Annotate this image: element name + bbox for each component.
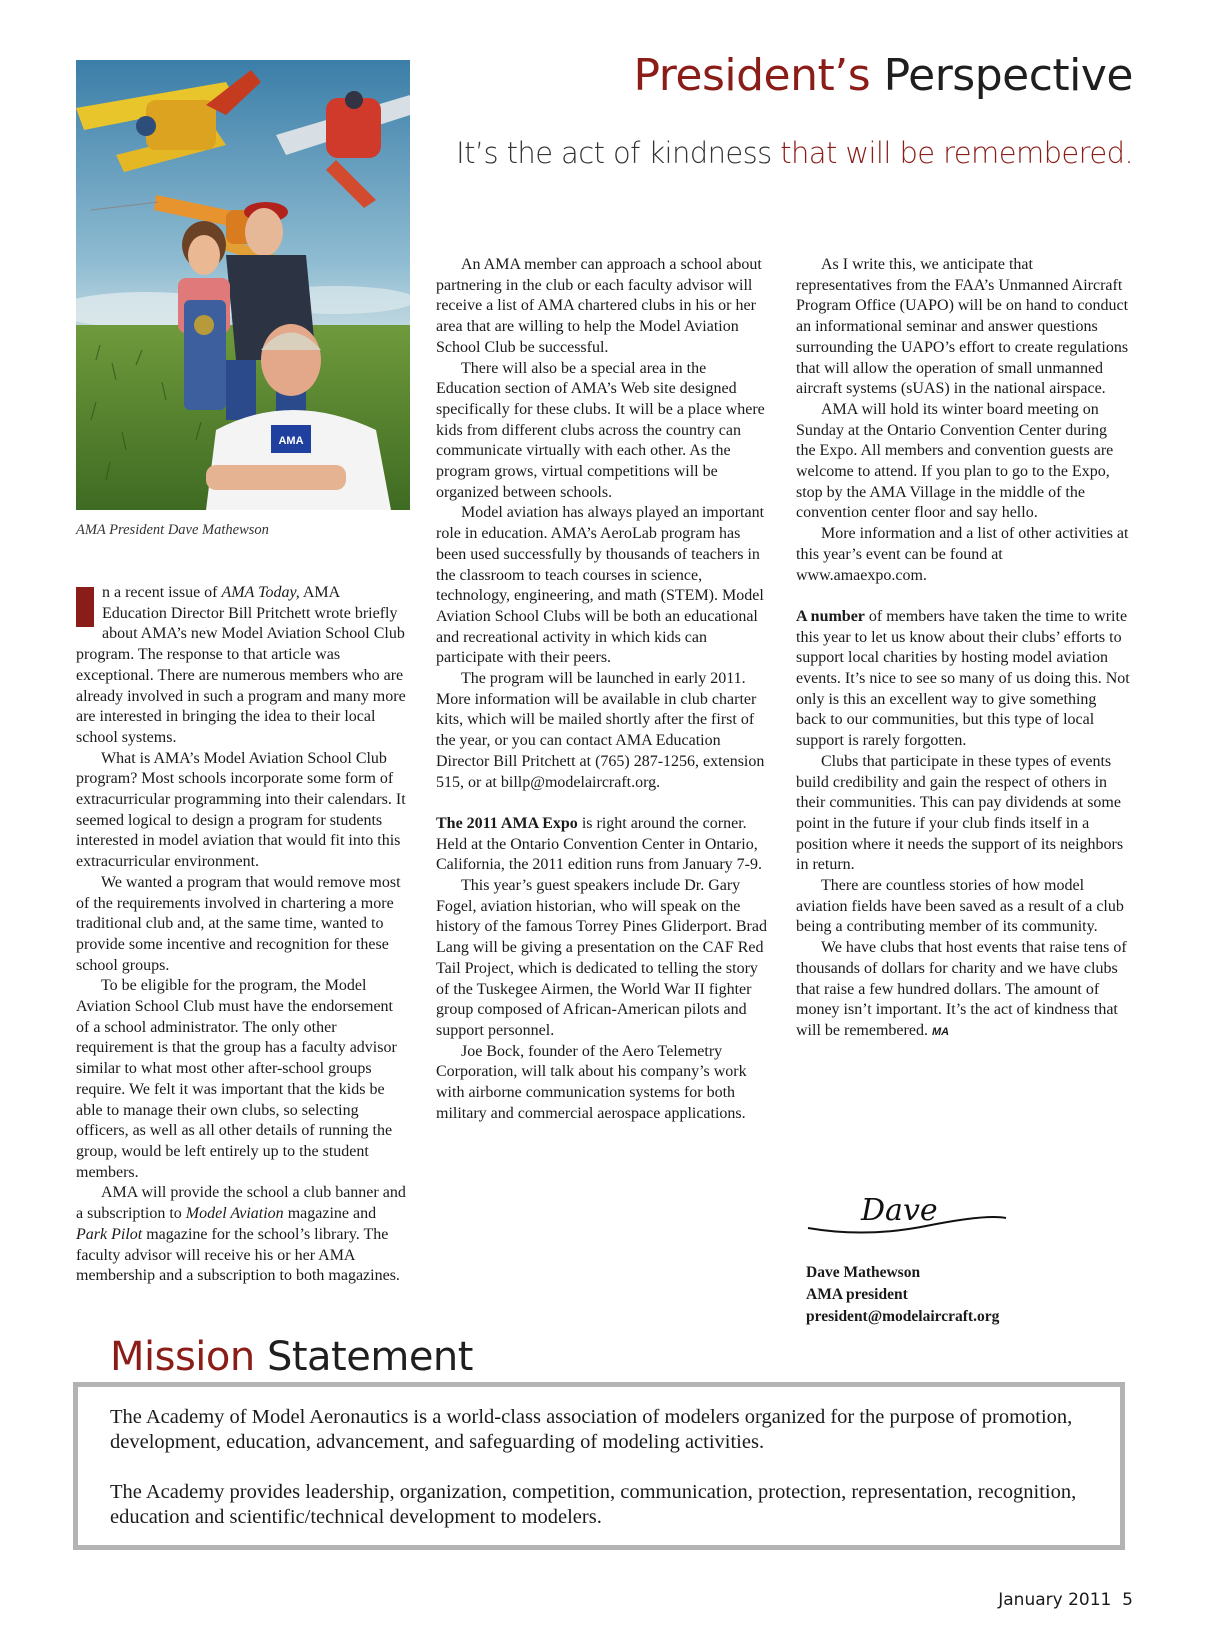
signature-role: AMA president [806, 1286, 908, 1303]
end-mark: MA [931, 1026, 950, 1038]
article-paragraph: There will also be a special area in the Education section of AMA’s Web site designed specifically for these clubs. It will be a place where kids from different clubs across the country can communicate virtually with each other. As the program grows, virtual competitions will be organized between schools. [436, 359, 765, 501]
article-paragraph: The program will be launched in early 2011. More information will be available in club charter kits, which will be mailed shortly after the first of the year, or you can contact AMA Education Director Bill Pritchett at (765) 287-1256, extension 515, or at billp@modelaircraft.org. [436, 670, 765, 791]
article-paragraph: AMA will provide the school a club banner and a subscription to Model Aviation magazine and Park Pilot magazine for the school’s library. The faculty advisor will receive his or her AMA membership and a subscription to both magazines. [76, 1184, 406, 1285]
article-paragraph: Joe Bock, founder of the Aero Telemetry Corporation, will talk about his company’s work with airborne communication systems for both military and commercial aerospace applications. [436, 1042, 747, 1122]
article-paragraph: Model aviation has always played an important role in education. AMA’s AeroLab program has been used successfully by thousands of teachers in the classroom to teach courses in science, technology, engineering, and math (STEM). Model Aviation School Clubs will be both an educational and recreational activity in which kids can participate with their peers. [436, 504, 765, 667]
title-part1: President’s [633, 50, 871, 101]
president-photo [76, 60, 410, 510]
signature-name: Dave Mathewson [806, 1264, 921, 1281]
page-title [634, 50, 1133, 101]
article-paragraph: We wanted a program that would remove most of the requirements involved in chartering a more traditional club and, at the same time, wanted to provide some incentive and recognition for these school groups. [76, 873, 401, 974]
signature-image [806, 1188, 1011, 1248]
article-paragraph: n a recent issue of AMA Today, AMA Education Director Bill Pritchett wrote briefly about AMA’s new Model Aviation School Club program. The response to that article was exceptional. There are numerous members who are already involved in such a program and many more are interested in bringing the idea to their local school systems. [76, 584, 406, 746]
title-part2: Perspective [883, 50, 1133, 101]
subtitle-part1: It’s the act of kindness [456, 136, 772, 170]
article-paragraph: Clubs that participate in these types of events build credibility and gain the respect of others in their communities. This can pay dividends at some point in the future if your club finds itself in a position where it needs the support of its neighbors in return. [796, 752, 1124, 874]
issue-date: January 2011 [998, 1590, 1112, 1610]
article-paragraph: There are countless stories of how model aviation fields have been saved as a result of a club being a contributing member of its community. [796, 877, 1124, 936]
photo-caption: AMA President Dave Mathewson [76, 522, 269, 538]
mission-box [73, 1382, 1125, 1550]
article-paragraph: A number of members have taken the time to write this year to let us know about their clubs’ efforts to support local charities by hosting model aviation events. It’s nice to see so many of us doing this. Not only is this an excellent way to give something back to our communities, but this type of local support is rarely forgotten. [796, 607, 1130, 750]
signature-block [806, 1262, 999, 1328]
article-column-1 [76, 583, 406, 1287]
article-paragraph: This year’s guest speakers include Dr. Gary Fogel, aviation historian, who will speak on the history of the famous Torrey Pines Gliderport. Brad Lang will be giving a presentation on the CAF Red Tail Project, which is dedicated to telling the story of the Tuskegee Airmen, the World War II fighter group composed of African-American pilots and support personnel. [436, 877, 767, 1039]
signature-email: president@modelaircraft.org [806, 1308, 1000, 1325]
mission-paragraph: The Academy provides leadership, organization, competition, communication, protection, representation, recognition, education and scientific/technical development to modelers. [110, 1481, 1077, 1528]
page-footer [998, 1590, 1133, 1610]
article-paragraph: AMA will hold its winter board meeting on Sunday at the Ontario Convention Center during the Expo. All members and convention guests are welcome to attend. If you plan to go to the Expo, stop by the AMA Village in the middle of the convention center floor and say hello. [796, 400, 1114, 522]
article-paragraph: To be eligible for the program, the Model Aviation School Club must have the endorsement of a school administrator. The only other requirement is that the group has a faculty advisor similar to what most other after-school groups require. We felt it was important that the kids be able to manage their own clubs, so selecting officers, as well as all other details of running the group, would be left entirely up to the student members. [76, 977, 397, 1181]
article-column-2 [436, 255, 768, 1125]
article-paragraph: More information and a list of other activities at this year’s event can be found at www.amaexpo.com. [796, 525, 1129, 584]
page-number: 5 [1122, 1590, 1133, 1610]
subtitle-part2: that will be remembered. [780, 136, 1133, 170]
article-paragraph: As I write this, we anticipate that representatives from the FAA’s Unmanned Aircraft Program Office (UAPO) will be on hand to conduct an informational seminar and answer questions surrounding the UAPO’s effort to create regulations that will allow the operation of small unmanned aircraft systems (sUAS) in the national airspace. [796, 256, 1129, 398]
mission-title: Mission Statement [110, 1334, 473, 1380]
shirt-badge-text: AMA [278, 435, 304, 447]
signature-script: Dave [861, 1193, 938, 1228]
article-paragraph: An AMA member can approach a school about partnering in the club or each faculty advisor will receive a list of AMA chartered clubs in his or her area that are willing to help the Model Aviation School Club be successful. [436, 256, 762, 356]
drop-cap-bar [76, 587, 94, 627]
article-paragraph: The 2011 AMA Expo is right around the corner. Held at the Ontario Convention Center in Ontario, California, the 2011 edition runs from January 7-9. [436, 814, 762, 874]
article-column-3 [796, 255, 1130, 1043]
article-paragraph: We have clubs that host events that raise tens of thousands of dollars for charity and we have clubs that raise a few hundred dollars. The amount of money isn’t important. It’s the act of kindness that will be remembered. MA [796, 939, 1127, 1039]
mission-paragraph: The Academy of Model Aeronautics is a world-class association of modelers organized for the purpose of promotion, development, education, advancement, and safeguarding of modeling activities. [110, 1406, 1073, 1453]
article-paragraph: What is AMA’s Model Aviation School Club program? Most schools incorporate some form of extracurricular programming into their calendars. It seemed logical to design a program for students interested in model aviation that would fit into this extracurricular environment. [76, 749, 406, 871]
page-subtitle [456, 136, 1133, 170]
